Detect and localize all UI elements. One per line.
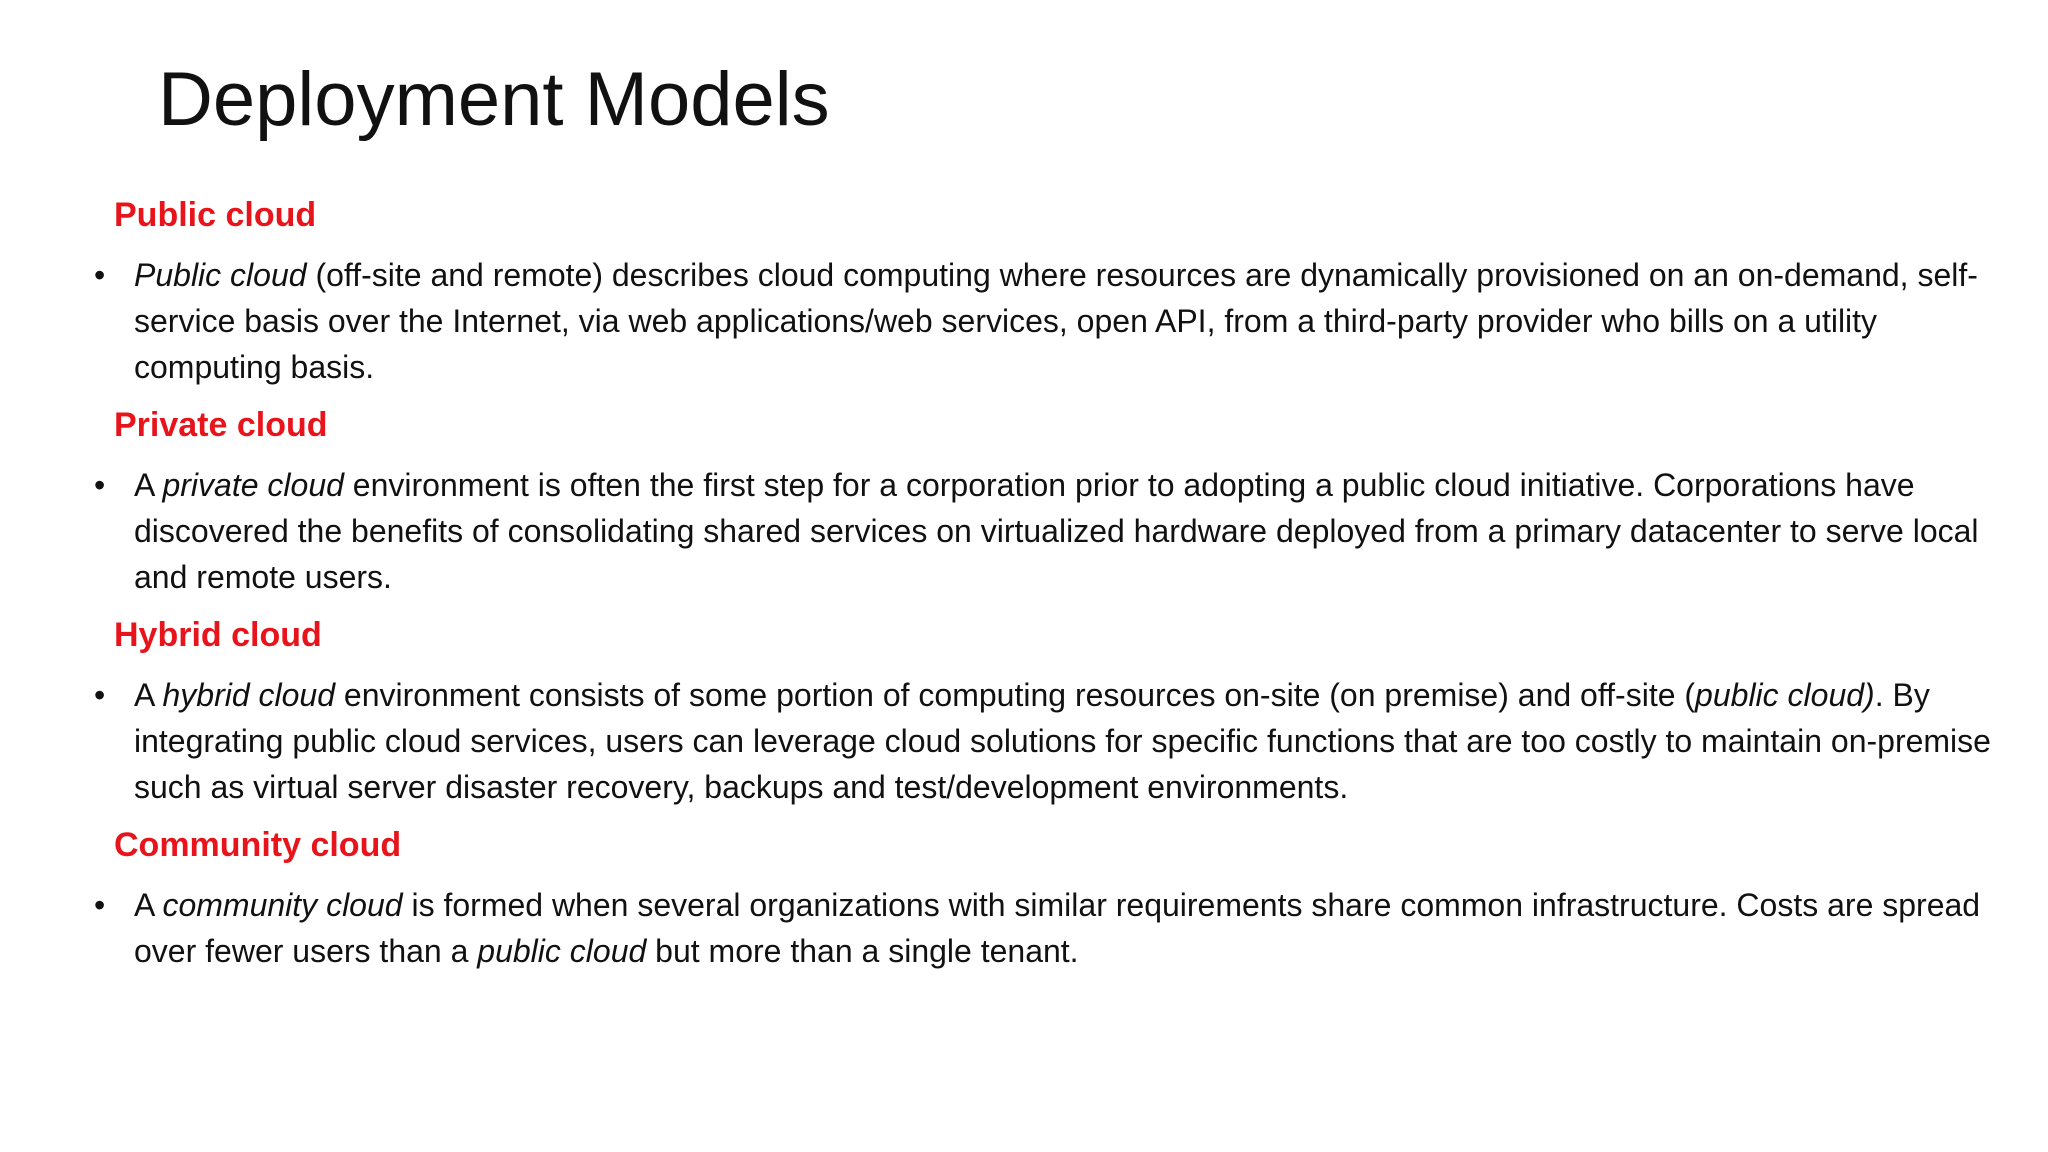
body-text: . By integrating public cloud services, users can leverage cloud solutions for specific functions that are too costly to maintain on-premise such as virtual server disaster recovery, backups and test/development environments. [134,677,1991,805]
emphasis-text: hybrid cloud [162,677,336,713]
bullet-text [134,882,1994,974]
body-text: A [134,887,163,923]
bullet-text [134,462,1994,600]
bullet-dot-icon: • [94,257,106,293]
bullet-dot-icon: • [94,467,106,503]
bullet-item [94,882,1994,974]
section-heading: Public cloud [114,196,317,234]
body-text: A [134,677,163,713]
section-heading: Community cloud [114,826,402,864]
bullet-text [134,252,1994,390]
slide-title: Deployment Models [158,57,830,142]
emphasis-text: public cloud [477,933,647,969]
emphasis-text: Public cloud [134,257,307,293]
emphasis-text: public cloud) [1695,677,1875,713]
bullet-dot-icon: • [94,677,106,713]
slide-content [94,192,1994,986]
section-heading: Private cloud [114,406,328,444]
body-text: environment is often the first step for a corporation prior to adopting a public cloud initiative. Corporations have discovered the benefits of consolidating shared services on virtualized hardware deployed from a primary datacenter to serve local and remote users. [134,467,1979,595]
body-text: environment consists of some portion of computing resources on-site (on premise) and off-site ( [335,677,1696,713]
bullet-dot-icon: • [94,887,106,923]
body-text: (off-site and remote) describes cloud computing where resources are dynamically provisioned on an on-demand, self-service basis over the Internet, via web applications/web services, open API, from a third-party provider who bills on a utility computing basis. [134,257,1978,385]
body-text: is formed when several organizations with similar requirements share common infrastructure. Costs are spread over fewer users than a [134,887,1981,969]
body-text: but more than a single tenant. [646,933,1079,969]
bullet-item [94,672,1994,810]
section-heading: Hybrid cloud [114,616,322,654]
bullet-item [94,252,1994,390]
bullet-text [134,672,1994,810]
body-text: A [134,467,163,503]
section-hybrid-cloud [94,612,1994,810]
emphasis-text: community cloud [162,887,403,923]
bullet-item [94,462,1994,600]
section-public-cloud [94,192,1994,390]
section-community-cloud [94,822,1994,974]
emphasis-text: private cloud [162,467,344,503]
section-private-cloud [94,402,1994,600]
